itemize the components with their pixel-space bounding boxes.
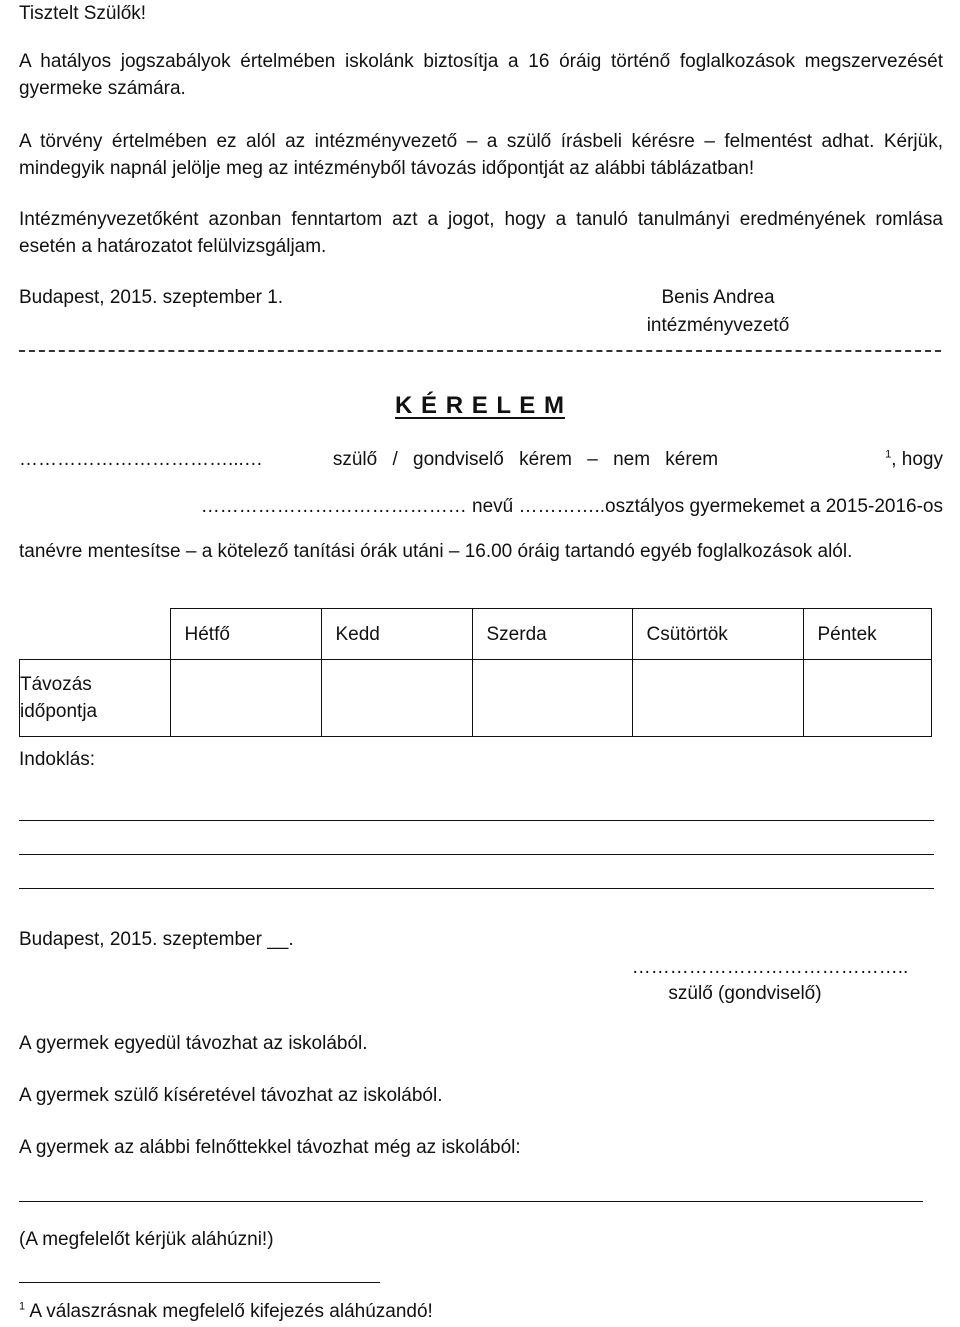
day-header: Szerda [472,609,632,660]
adults-line[interactable] [19,1201,923,1202]
underline-note: (A megfelelőt kérjük aláhúzni!) [19,1229,274,1250]
signature-blank[interactable]: …………………………………….. [631,957,909,978]
day-header: Hétfő [170,609,321,660]
option-alone[interactable]: A gyermek egyedül távozhat az iskolából. [19,1033,368,1054]
reason-line[interactable] [19,888,934,889]
request-line-2[interactable]: …………………………………… nevű …………..osztályos gyermekemet a 2015-2016-os [200,496,943,517]
reason-label: Indoklás: [19,749,96,770]
review-paragraph: Intézményvezetőként azonban fenntartom azt a jogot, hogy a tanuló tanulmányi eredményének romlása esetén a határozatot felülvizsgáljam. [19,209,943,257]
intro-paragraph: A hatályos jogszabályok értelmében iskolánk biztosítja a 16 óráig történő foglalkozások megszervezését gyermeke számára. [19,51,943,99]
request-line-1 [19,446,943,473]
signer-name: Benis Andrea [661,287,775,308]
day-header: Kedd [321,609,472,660]
reason-line[interactable] [19,820,934,821]
greeting: Tisztelt Szülők! [19,3,147,24]
departure-schedule-table [19,608,932,737]
cut-line [19,350,941,352]
time-cell-wednesday[interactable] [472,660,632,737]
signature-label: szülő (gondviselő) [668,983,822,1004]
option-with-adults[interactable]: A gyermek az alábbi felnőttekkel távozhat még az iskolából: [19,1137,521,1158]
table-corner [20,609,171,660]
time-cell-tuesday[interactable] [321,660,472,737]
option-with-parent[interactable]: A gyermek szülő kíséretével távozhat az iskolából. [19,1085,443,1106]
request-title: K É R E L E M [395,392,565,419]
footnote-separator [19,1282,380,1283]
footnote-ref: 1 [885,448,892,461]
time-cell-thursday[interactable] [632,660,803,737]
reason-line[interactable] [19,854,934,855]
sign-place-date[interactable]: Budapest, 2015. szeptember __. [19,929,294,950]
time-cell-friday[interactable] [803,660,932,737]
consent-choice[interactable]: szülő / gondviselő kérem – nem kérem $^1$, hogy [332,448,943,470]
exemption-paragraph: A törvény értelmében ez alól az intézményvezető – a szülő írásbeli kérésre – felmentést adhat. Kérjük, mindegyik napnál jelölje meg az intézményből távozás időpontját az alábbi táblázatban! [19,131,943,179]
day-header: Péntek [803,609,932,660]
parent-name-blank[interactable]: ……………………………...… [19,449,263,470]
footnote: $^1$ A válaszrásnak megfelelő kifejezés aláhúzandó! [19,1300,433,1322]
request-line-3: tanévre mentesítse – a kötelező tanítási órák utáni – 16.00 óráig tartandó egyéb foglalkozások alól. [19,541,853,562]
row-label: Távozás időpontja [20,660,171,737]
day-header: Csütörtök [632,609,803,660]
time-cell-monday[interactable] [170,660,321,737]
issue-place-date: Budapest, 2015. szeptember 1. [19,287,284,308]
signer-title: intézményvezető [646,315,790,336]
